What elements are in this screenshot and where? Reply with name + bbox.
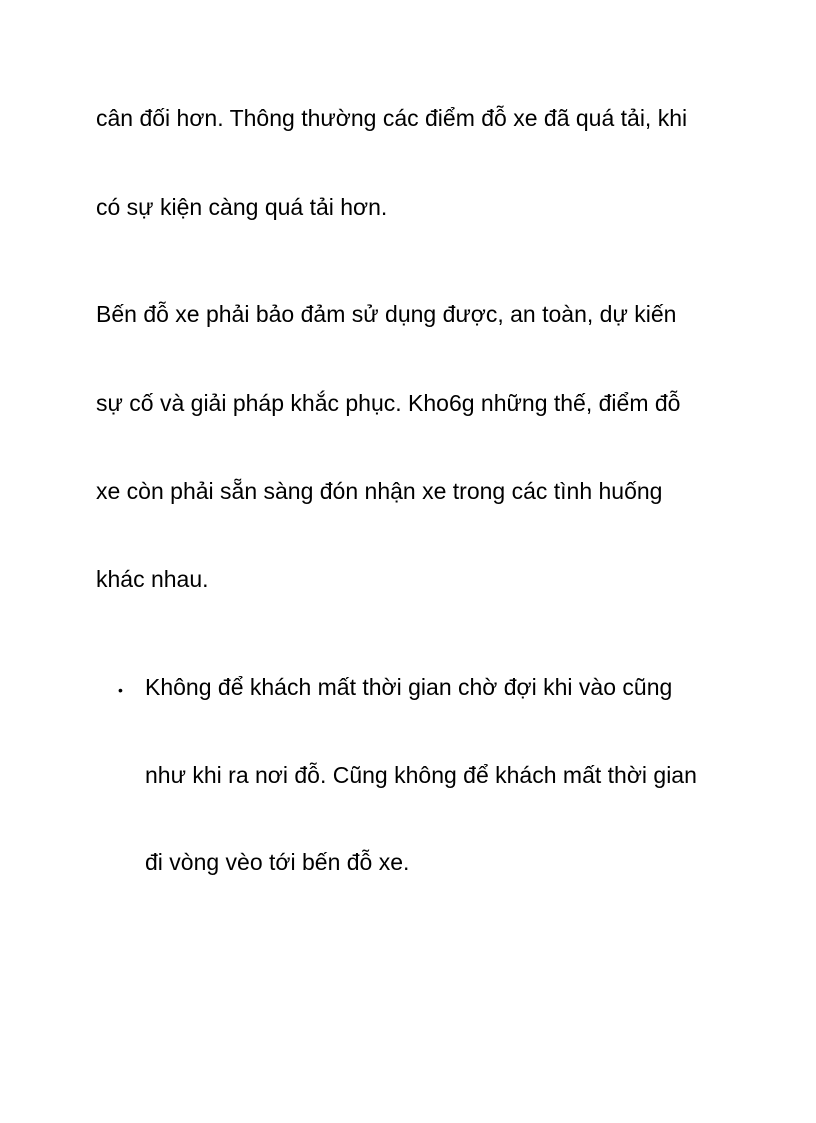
text-line: cân đối hơn. Thông thường các điểm đỗ xe đã quá tải, khi: [96, 105, 688, 131]
text-line: xe còn phải sẵn sàng đón nhận xe trong các tình huống: [96, 478, 663, 504]
text-line: có sự kiện càng quá tải hơn.: [96, 194, 388, 220]
text-line: khác nhau.: [96, 566, 209, 592]
list-item-line: đi vòng vèo tới bến đỗ xe.: [145, 849, 410, 875]
list-item-line: như khi ra nơi đỗ. Cũng không để khách mất thời gian: [145, 762, 697, 788]
list-item-line: Không để khách mất thời gian chờ đợi khi vào cũng: [145, 674, 673, 700]
bullet-icon: •: [118, 682, 123, 698]
text-line: Bến đỗ xe phải bảo đảm sử dụng được, an toàn, dự kiến: [96, 301, 677, 327]
text-line: sự cố và giải pháp khắc phục. Kho6g những thế, điểm đỗ: [96, 390, 681, 416]
